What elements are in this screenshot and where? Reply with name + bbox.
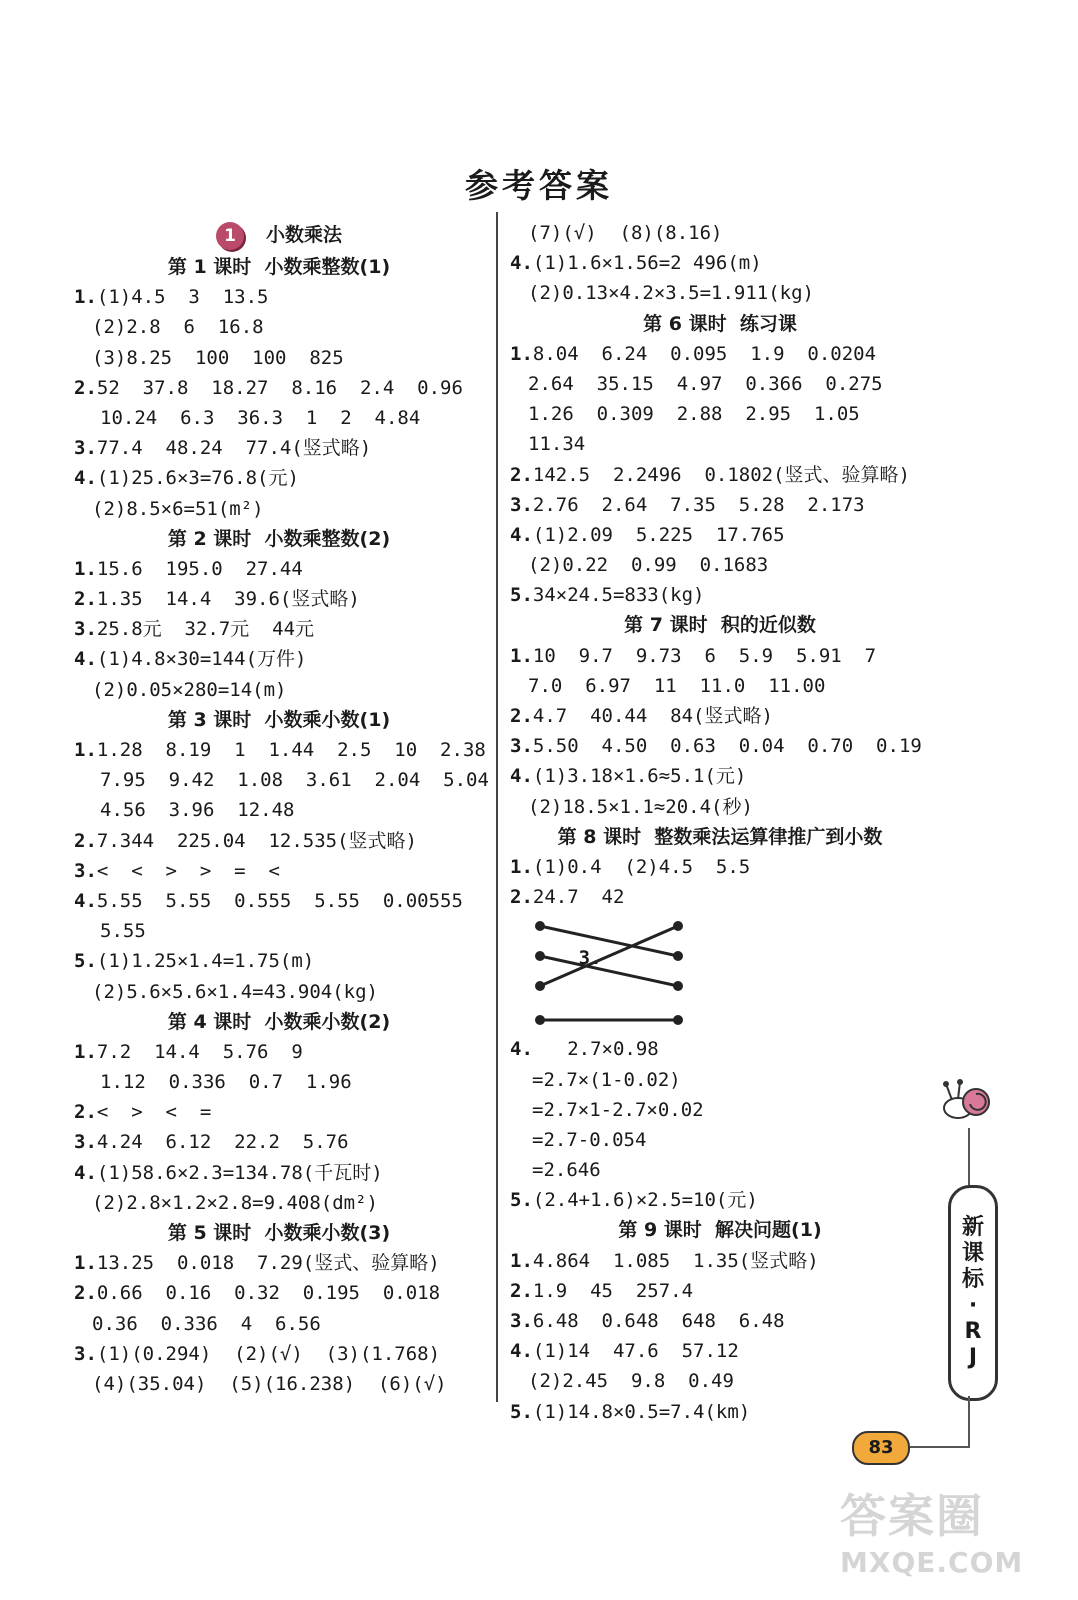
match-line <box>540 956 678 986</box>
answer-text: 13.25 0.018 7.29(竖式、验算略) <box>96 1252 440 1275</box>
answer-text: 1.9 45 257.4 <box>532 1279 694 1302</box>
left-column <box>74 218 489 1399</box>
answer-text: (1)1.25×1.4=1.75(m) <box>96 950 315 973</box>
page-number: 83 <box>852 1431 910 1465</box>
question-number: 4. <box>510 1038 533 1061</box>
side-label-char: J <box>968 1345 978 1370</box>
answer-line: 1.12 0.336 0.7 1.96 <box>100 1071 352 1094</box>
answer-line <box>510 1246 930 1276</box>
question-number: 1. <box>74 1252 97 1275</box>
answer-text: (1)2.09 5.225 17.765 <box>532 523 785 546</box>
calc-expression: 2.7×0.98 <box>567 1038 659 1061</box>
side-label-char: R <box>964 1319 982 1344</box>
match-dot <box>673 921 683 931</box>
question-number: 4. <box>510 523 533 546</box>
question-number: 2. <box>510 705 533 727</box>
answer-line <box>510 490 930 520</box>
answer-line <box>74 826 484 856</box>
answer-line <box>510 460 930 490</box>
answer-text: 1.35 14.4 39.6(竖式略) <box>96 588 360 611</box>
match-dot <box>535 981 545 991</box>
question-number: 2. <box>510 886 533 909</box>
margin-stem-connector <box>906 1446 970 1448</box>
lesson-heading: 第 4 课时 小数乘小数(2) <box>167 1010 391 1033</box>
question-number: 3. <box>578 946 602 969</box>
answer-line <box>74 373 484 403</box>
question-number: 4. <box>74 1161 97 1184</box>
lesson-heading: 第 8 课时 整数乘法运算律推广到小数 <box>557 825 883 848</box>
answer-line: 2.64 35.15 4.97 0.366 0.275 <box>528 372 883 395</box>
match-dot <box>535 1015 545 1025</box>
answer-line <box>510 731 930 761</box>
answer-text: 1.28 8.19 1 1.44 2.5 10 2.38 <box>96 739 486 761</box>
page-title: 参考答案 <box>465 166 613 205</box>
question-number: 3. <box>74 1131 97 1154</box>
answer-line <box>74 433 484 463</box>
answer-text: (1)4.8×30=144(万件) <box>96 648 307 671</box>
lesson-heading: 第 5 课时 小数乘小数(3) <box>167 1222 391 1244</box>
question-number: 3. <box>74 437 97 460</box>
answer-line <box>74 1339 484 1369</box>
question-number: 4. <box>74 889 97 912</box>
answer-text: 10 9.7 9.73 6 5.9 5.91 7 <box>532 644 877 667</box>
answer-text: 4.24 6.12 22.2 5.76 <box>96 1131 349 1154</box>
answer-line: (2)0.05×280=14(m) <box>92 678 287 701</box>
answer-text: 5.50 4.50 0.63 0.04 0.70 0.19 <box>532 735 922 758</box>
match-dot <box>535 921 545 931</box>
answer-line <box>510 1397 930 1427</box>
answer-line: 0.36 0.336 4 6.56 <box>92 1312 321 1335</box>
answer-text: 34×24.5=833(kg) <box>532 584 705 607</box>
answer-line <box>510 641 930 671</box>
answer-text: (1)58.6×2.3=134.78(千瓦时) <box>96 1161 383 1184</box>
question-number: 1. <box>74 557 97 580</box>
unit-badge: 1 <box>216 222 244 250</box>
answer-line <box>74 886 484 916</box>
answer-line <box>74 1127 484 1157</box>
answer-line <box>74 946 484 976</box>
answer-line: (3)8.25 100 100 825 <box>92 346 344 369</box>
right-answer-list-top <box>510 218 930 912</box>
left-answer-list <box>74 252 489 1399</box>
answer-line <box>74 644 484 674</box>
side-label-char: 标 <box>961 1267 984 1292</box>
watermark-line1: 答案圈 <box>840 1489 984 1543</box>
question-number: 2. <box>74 829 97 852</box>
calc-step: =2.7×(1-0.02) <box>532 1068 681 1091</box>
curriculum-side-label <box>948 1185 998 1401</box>
answer-text: (2.4+1.6)×2.5=10(元) <box>532 1189 758 1212</box>
question-number: 1. <box>74 1040 97 1063</box>
answer-line <box>510 1276 930 1306</box>
answer-line <box>510 701 930 731</box>
answer-line <box>74 584 484 614</box>
answer-line <box>74 554 484 584</box>
right-column <box>510 218 930 1427</box>
question-number: 5. <box>510 1189 533 1212</box>
watermark <box>840 1480 1070 1590</box>
answer-line <box>510 852 930 882</box>
answer-text: 7.344 225.04 12.535(竖式略) <box>96 829 417 852</box>
answer-text: (1)(0.294) (2)(√) (3)(1.768) <box>96 1342 441 1365</box>
answer-line <box>74 614 484 644</box>
side-label-char: 新 <box>961 1215 984 1240</box>
answer-line: (2)0.13×4.2×3.5=1.911(kg) <box>528 282 814 305</box>
answer-text: (1)0.4 (2)4.5 5.5 <box>532 855 751 878</box>
right-answer-list-bottom <box>510 1185 930 1427</box>
question-number: 5. <box>510 584 533 607</box>
question-number: 2. <box>510 1279 533 1302</box>
question-number: 1. <box>74 286 97 309</box>
lesson-heading: 第 9 课时 解决问题(1) <box>618 1219 822 1242</box>
calc-step: =2.7×1-2.7×0.02 <box>532 1098 704 1121</box>
answer-line <box>510 1306 930 1336</box>
calc-step: =2.7-0.054 <box>532 1128 647 1151</box>
lesson-heading: 第 6 课时 练习课 <box>643 312 797 335</box>
answer-text: (1)1.6×1.56=2 496(m) <box>532 252 762 275</box>
answer-text: 7.2 14.4 5.76 9 <box>96 1040 303 1063</box>
answer-line: (2)2.45 9.8 0.49 <box>528 1370 734 1393</box>
answer-line: (2)2.8×1.2×2.8=9.408(dm²) <box>92 1191 378 1214</box>
answer-line: (2)8.5×6=51(m²) <box>92 497 264 520</box>
question-number: 2. <box>74 1101 97 1124</box>
answer-line: (2)5.6×5.6×1.4=43.904(kg) <box>92 980 378 1003</box>
match-line <box>540 926 678 956</box>
answer-line <box>510 1336 930 1366</box>
answer-text: 77.4 48.24 77.4(竖式略) <box>96 437 372 460</box>
question-number: 4. <box>510 765 533 788</box>
answer-text: 4.7 40.44 84(竖式略) <box>532 705 773 727</box>
answer-line <box>510 580 930 610</box>
side-label-char: · <box>968 1293 978 1318</box>
question-number: 5. <box>510 1400 533 1423</box>
match-dot <box>673 951 683 961</box>
question-number: 1. <box>510 1249 533 1272</box>
question-number: 3. <box>74 1342 97 1365</box>
answer-text: 142.5 2.2496 0.1802(竖式、验算略) <box>532 463 910 486</box>
watermark-line2: MXQE.COM <box>840 1546 1024 1579</box>
answer-line: 4.56 3.96 12.48 <box>100 799 295 822</box>
question-number: 3. <box>74 618 97 641</box>
answer-line <box>510 882 930 912</box>
unit-heading <box>74 218 484 252</box>
lesson-heading: 第 3 课时 小数乘小数(1) <box>167 708 391 731</box>
answer-text: 8.04 6.24 0.095 1.9 0.0204 <box>532 342 877 365</box>
answer-text: < < > > = < <box>96 859 280 882</box>
unit-title: 小数乘法 <box>265 224 342 246</box>
answer-text: < > < = <box>96 1101 212 1124</box>
question-number: 1. <box>510 855 533 878</box>
answer-line: 11.34 <box>528 433 586 456</box>
answer-line: 1.26 0.309 2.88 2.95 1.05 <box>528 403 860 426</box>
answer-line: (2)2.8 6 16.8 <box>92 316 264 339</box>
calc-step: =2.646 <box>532 1159 601 1182</box>
answer-line <box>510 339 930 369</box>
answer-line <box>74 856 484 886</box>
answer-line <box>510 248 930 278</box>
answer-line <box>510 1185 930 1215</box>
matching-lines-diagram <box>510 912 710 1034</box>
answer-line: (4)(35.04) (5)(16.238) (6)(√) <box>92 1372 447 1395</box>
answer-text: 25.8元 32.7元 44元 <box>96 618 315 641</box>
question-number: 5. <box>74 950 97 973</box>
match-dot <box>673 1015 683 1025</box>
question-number: 4. <box>74 467 97 490</box>
matching-question <box>510 912 930 1034</box>
answer-text: (1)14 47.6 57.12 <box>532 1340 739 1363</box>
question-number: 2. <box>74 376 97 399</box>
answer-text: 4.864 1.085 1.35(竖式略) <box>532 1249 819 1272</box>
answer-line <box>510 761 930 791</box>
match-dot <box>673 981 683 991</box>
answer-line <box>74 1037 484 1067</box>
answer-text: 0.66 0.16 0.32 0.195 0.018 <box>96 1282 441 1305</box>
lesson-heading: 第 2 课时 小数乘整数(2) <box>167 527 391 550</box>
answer-line: 7.95 9.42 1.08 3.61 2.04 5.04 <box>100 769 489 792</box>
answer-text: (1)14.8×0.5=7.4(km) <box>532 1400 751 1423</box>
answer-text: 15.6 195.0 27.44 <box>96 557 303 580</box>
question-number: 1. <box>74 739 97 761</box>
margin-stem-top <box>968 1128 970 1186</box>
answer-text: (1)4.5 3 13.5 <box>96 286 269 309</box>
answer-line <box>74 735 484 765</box>
question-number: 4. <box>74 648 97 671</box>
calculation-block <box>510 1034 930 1185</box>
answer-text: 6.48 0.648 648 6.48 <box>532 1310 785 1332</box>
question-number: 1. <box>510 644 533 667</box>
answer-line <box>74 1158 484 1188</box>
question-number: 2. <box>74 588 97 611</box>
answer-line <box>74 1248 484 1278</box>
lesson-heading: 第 7 课时 积的近似数 <box>624 614 816 637</box>
question-number: 1. <box>510 342 533 365</box>
question-number: 3. <box>510 1310 533 1332</box>
match-line <box>540 926 678 986</box>
question-number: 3. <box>510 735 533 758</box>
question-number: 4. <box>510 252 533 275</box>
answer-line: (7)(√) (8)(8.16) <box>528 222 723 244</box>
answer-text: 5.55 5.55 0.555 5.55 0.00555 <box>96 889 463 912</box>
question-number: 3. <box>74 859 97 882</box>
match-dot <box>535 951 545 961</box>
answer-line: 10.24 6.3 36.3 1 2 4.84 <box>100 406 421 429</box>
column-divider <box>496 212 498 1402</box>
answer-line <box>510 520 930 550</box>
answer-text: 24.7 42 <box>532 886 625 909</box>
snail-mascot-icon <box>936 1072 996 1132</box>
answer-line: 7.0 6.97 11 11.0 11.00 <box>528 674 826 697</box>
answer-line: 5.55 <box>100 920 146 943</box>
question-number: 4. <box>510 1340 533 1363</box>
answer-line: (2)18.5×1.1≈20.4(秒) <box>528 795 753 818</box>
question-number: 3. <box>510 493 533 516</box>
side-label-char: 课 <box>961 1241 984 1266</box>
question-number: 2. <box>510 463 533 486</box>
answer-line <box>74 1278 484 1308</box>
answer-line: (2)0.22 0.99 0.1683 <box>528 554 769 577</box>
answer-text: 2.76 2.64 7.35 5.28 2.173 <box>532 493 865 516</box>
answer-line <box>74 463 484 493</box>
answer-text: 52 37.8 18.27 8.16 2.4 0.96 <box>96 376 463 399</box>
answer-line <box>74 1097 484 1127</box>
margin-stem-bottom <box>968 1396 970 1446</box>
answer-text: (1)3.18×1.6≈5.1(元) <box>532 765 747 788</box>
answer-line <box>74 282 484 312</box>
lesson-heading: 第 1 课时 小数乘整数(1) <box>167 256 391 278</box>
answer-text: (1)25.6×3=76.8(元) <box>96 467 299 490</box>
question-number: 2. <box>74 1282 97 1305</box>
